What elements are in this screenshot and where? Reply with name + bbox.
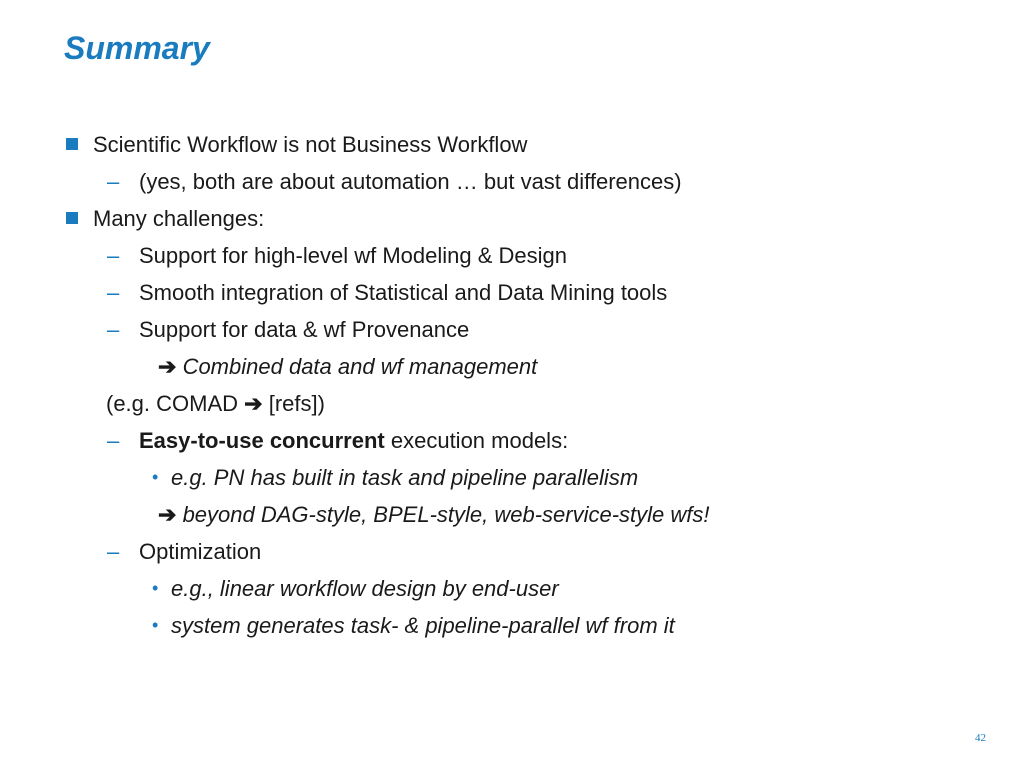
list-item-text: Support for high-level wf Modeling & Design — [139, 243, 568, 268]
list-item — [158, 348, 537, 385]
dot-bullet-icon: • — [152, 578, 159, 598]
dash-bullet-icon: – — [107, 428, 120, 453]
dash-bullet-icon: – — [107, 280, 120, 305]
list-item-text: [refs]) — [268, 391, 325, 416]
slide-title: Summary — [64, 30, 210, 66]
plain-text: execution models: — [390, 428, 569, 453]
list-item-text: Combined data and wf management — [182, 354, 538, 379]
arrow-right-icon: ➔ — [158, 502, 177, 527]
dash-bullet-icon: – — [107, 243, 120, 268]
bold-text: Easy-to-use concurrent — [139, 428, 385, 453]
list-item-text: (yes, both are about automation … but vast differences) — [139, 169, 682, 194]
list-item-text: e.g., linear workflow design by end-user — [171, 576, 559, 601]
list-item — [158, 496, 710, 533]
dot-bullet-icon: • — [152, 615, 159, 635]
page-number: 42 — [975, 732, 986, 744]
list-item-text: Smooth integration of Statistical and Data Mining tools — [139, 280, 668, 305]
list-item-text: system generates task- & pipeline-parallel wf from it — [171, 613, 675, 638]
list-item-text: e.g. PN has built in task and pipeline parallelism — [171, 465, 639, 490]
list-item-text — [139, 422, 568, 459]
square-bullet-icon — [66, 212, 78, 224]
dot-bullet-icon: • — [152, 467, 159, 487]
dash-bullet-icon: – — [107, 539, 120, 564]
list-item-text: Scientific Workflow is not Business Workflow — [93, 132, 528, 157]
list-item-text: Optimization — [139, 539, 262, 564]
dash-bullet-icon: – — [107, 169, 120, 194]
list-item-text: Support for data & wf Provenance — [139, 317, 470, 342]
list-item-text: (e.g. COMAD — [106, 391, 239, 416]
list-item-text: beyond DAG-style, BPEL-style, web-service-style wfs! — [182, 502, 710, 527]
square-bullet-icon — [66, 138, 78, 150]
dash-bullet-icon: – — [107, 317, 120, 342]
list-item-text: Many challenges: — [93, 206, 265, 231]
arrow-right-icon: ➔ — [244, 391, 263, 416]
list-item — [106, 385, 325, 422]
arrow-right-icon: ➔ — [158, 354, 177, 379]
